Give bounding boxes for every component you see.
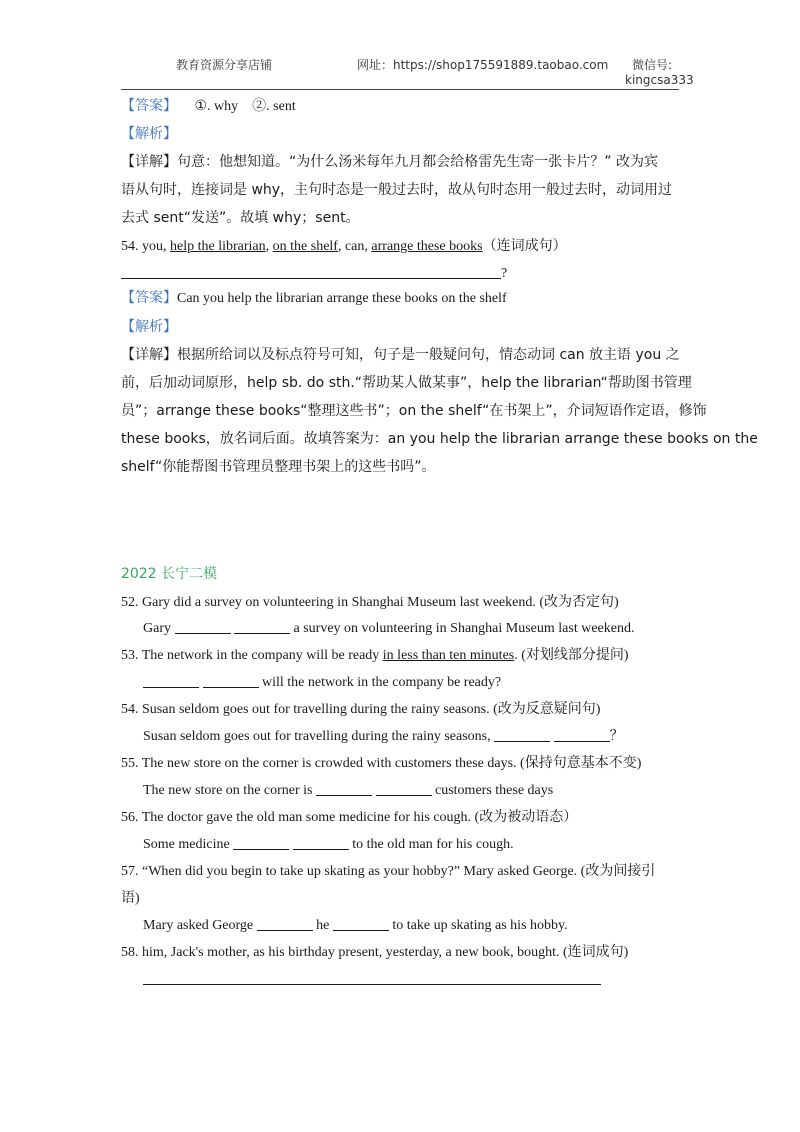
detail-line: these books，放名词后面。故填答案为：an you help the librarian arrange these books on the [121,431,758,447]
q-text: Gary [143,621,175,636]
q-text: , can, [337,239,372,254]
answer-tag: 【答案】 [121,98,177,114]
answer-blank-row [121,264,507,284]
answer-blank[interactable] [143,970,601,985]
answer-blank[interactable] [316,781,372,796]
q-instruction: （连词成句） [482,238,567,254]
detail-line: shelf“你能帮图书管理员整理书架上的这些书吗”。 [121,459,436,475]
detail-tag: 【详解】 [121,347,177,363]
answer-text: ①. why ②. sent [194,99,296,114]
q-text: he [312,918,333,933]
q-text: 54. you, [121,239,170,254]
q-text: to the old man for his cough. [348,837,514,852]
q-text: , [265,239,273,254]
question-55: 55. The new store on the corner is crowded with customers these days. (保持句意基本不变) [121,756,642,771]
answer-line-57 [143,916,568,936]
answer-line-58 [143,970,601,990]
answer-blank[interactable] [257,916,313,931]
answer-line-55 [143,781,553,801]
underlined-phrase: help the librarian [170,239,266,254]
answer-blank[interactable] [233,835,289,850]
q-text: a survey on volunteering in Shanghai Museum last weekend. [290,621,635,636]
answer-blank[interactable] [494,727,550,742]
q-text: ？ [609,729,624,744]
q-text: Susan seldom goes out for travelling during the rainy seasons, [143,729,495,744]
detail-text: 根据所给词以及标点符号可知，句子是一般疑问句，情态动词 can 放主语 you 之 [177,347,680,363]
answer-blank[interactable] [333,916,389,931]
question-57: 57. “When did you begin to take up skating as your hobby?” Mary asked George. (改为间接引 [121,864,656,879]
answer-row-53 [121,96,296,117]
answer-blank[interactable] [554,727,610,742]
detail-line [121,152,658,172]
q-text: The new store on the corner is [143,783,316,798]
answer-blank[interactable] [143,673,199,688]
detail-tag: 【详解】 [121,154,177,170]
q-text: customers these days [431,783,554,798]
q-text: will the network in the company be ready? [258,675,502,690]
answer-line-52 [143,619,634,639]
answer-blank[interactable] [234,619,290,634]
answer-blank[interactable] [175,619,231,634]
answer-blank[interactable] [376,781,432,796]
detail-line: 员”；arrange these books“整理这些书”；on the shelf“在书架上”，介词短语作定语，修饰 [121,403,707,419]
question-54-prev [121,236,567,257]
header-wechat-id: kingcsa333 [625,73,694,87]
answer-line-54 [143,727,624,747]
header-wechat-label: 微信号: [632,58,673,72]
q-text: . (对划线部分提问) [514,648,629,663]
underlined-phrase: arrange these books [371,239,483,254]
detail-line [121,345,680,365]
answer-blank[interactable] [203,673,259,688]
underlined-phrase: on the shelf [272,239,338,254]
question-52: 52. Gary did a survey on volunteering in Shanghai Museum last weekend. (改为否定句) [121,595,619,610]
q-text: Some medicine [143,837,234,852]
answer-tag: 【答案】 [121,290,177,306]
section-title: 2022 长宁二模 [121,566,218,582]
detail-line: 前，后加动词原形，help sb. do sth.“帮助某人做某事”，help the librarian“帮助图书管理 [121,375,692,391]
answer-row-54 [121,288,507,309]
header-shop: 教育资源分享店铺 [176,58,273,72]
detail-text: 句意：他想知道。“为什么汤米每年九月都会给格雷先生寄一张卡片？” 改为宾 [177,154,658,170]
underlined-phrase: in less than ten minutes [382,648,515,663]
question-53 [121,646,629,666]
analysis-tag: 【解析】 [121,319,177,335]
q-text: 53. The network in the company will be ready [121,648,383,663]
detail-line: 语从句时，连接词是 why，主句时态是一般过去时，故从句时态用一般过去时，动词用过 [121,182,673,198]
answer-line-53 [143,673,501,693]
answer-blank[interactable] [121,264,501,279]
header-url: 网址：https://shop175591889.taobao.com [357,58,609,72]
answer-text: Can you help the librarian arrange these books on the shelf [177,291,507,306]
detail-line: 去式 sent“发送”。故填 why；sent。 [121,210,360,226]
question-58: 58. him, Jack's mother, as his birthday present, yesterday, a new book, bought. (连词成句) [121,945,629,960]
answer-line-56 [143,835,514,855]
answer-blank[interactable] [293,835,349,850]
question-54: 54. Susan seldom goes out for travelling during the rainy seasons. (改为反意疑问句) [121,702,601,717]
question-56: 56. The doctor gave the old man some medicine for his cough. (改为被动语态） [121,810,578,825]
header-rule [121,89,679,90]
end-mark: ? [501,266,508,281]
q-text: to take up skating as his hobby. [388,918,568,933]
analysis-tag: 【解析】 [121,126,177,142]
question-57-cont: 语) [121,891,140,906]
q-text: Mary asked George [143,918,257,933]
